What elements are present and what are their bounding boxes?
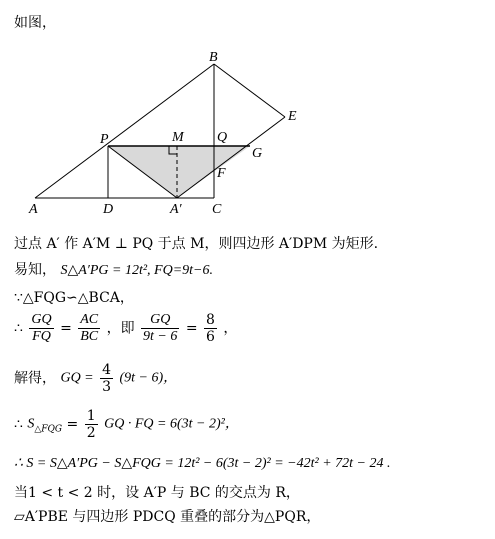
solution-line-2 — [14, 261, 213, 280]
solution-line-5 — [14, 362, 177, 395]
label-M: M — [172, 130, 184, 145]
solution-line-9: ▱A′PBE 与四边形 PDCQ 重叠的部分为△PQR， — [14, 509, 321, 525]
fraction-gq-9t6 — [141, 312, 179, 345]
label-G: G — [252, 146, 263, 161]
frac1-num: GQ — [31, 312, 52, 327]
solution-line-4: ∴ $\frac{GQ}{FQ}$ = $\frac{AC}{BC}$ ，即 $\frac{GQ}{9t - 6}$ = $\frac{8}{6}$ ， — [14, 312, 238, 345]
label-D: D — [103, 202, 114, 217]
label-P: P — [100, 132, 109, 147]
fraction-ac-bc — [78, 312, 100, 345]
label-C: C — [212, 202, 222, 217]
frac5-den: 3 — [102, 379, 111, 395]
line6-eq: = — [62, 416, 79, 433]
label-A: A — [29, 202, 38, 217]
line6-rhs: GQ · FQ = 6(3t − 2)²， — [104, 416, 239, 432]
fraction-4-3 — [100, 362, 113, 395]
frac5-num: 4 — [102, 362, 111, 378]
geometry-figure — [0, 0, 495, 230]
shaded-triangle — [108, 146, 250, 198]
solution-line-6 — [14, 408, 239, 441]
label-E: E — [288, 109, 297, 124]
label-A-prime: A′ — [170, 202, 182, 217]
frac6-den: 2 — [86, 425, 96, 441]
line5-prefix: 解得， — [14, 370, 56, 387]
segment-BE — [214, 64, 285, 117]
line2-area: S△A′PG = 12t², FQ=9t−6. — [60, 263, 213, 278]
frac1-den: FQ — [32, 329, 51, 344]
fraction-8-6 — [204, 312, 217, 345]
frac4-den: 6 — [206, 329, 215, 345]
solution-line-7: ∴ S = S△A′PG − S△FQG = 12t² − 6(3t − 2)² = −42t² + 72t − 24 . — [14, 456, 391, 471]
label-B: B — [209, 50, 218, 65]
line5-lhs: GQ = — [60, 370, 94, 386]
frac6-num: 1 — [86, 408, 96, 424]
frac2-den: BC — [80, 329, 99, 344]
line6-sub: △FQG — [34, 424, 63, 435]
frac3-num: GQ — [141, 312, 179, 329]
line6-lhs: S — [27, 416, 35, 432]
fraction-1-2 — [85, 408, 98, 441]
solution-line-1: 过点 A′ 作 A′M ⊥ PQ 于点 M，则四边形 A′DPM 为矩形. — [14, 236, 379, 252]
fraction-gq-fq — [29, 312, 53, 345]
solution-line-8: 当1 < t < 2 时，设 A′P 与 BC 的交点为 R， — [14, 485, 300, 501]
frac2-num: AC — [80, 312, 99, 327]
label-Q: Q — [217, 130, 228, 145]
line2-prefix: 易知， — [14, 262, 56, 278]
frac3-den: 9t − 6 — [143, 329, 178, 344]
intro-text: 如图， — [14, 15, 56, 31]
line5-rhs: (9t − 6)， — [119, 370, 178, 386]
label-F: F — [217, 166, 226, 181]
frac4-num: 8 — [206, 312, 215, 328]
solution-line-3: ∵△FQG∽△BCA， — [14, 290, 134, 306]
line4-end: ， — [223, 320, 238, 337]
line6-prefix: ∴ — [14, 416, 23, 433]
line4-prefix: ∴ — [14, 320, 23, 337]
line4-mid: ，即 — [106, 320, 135, 337]
